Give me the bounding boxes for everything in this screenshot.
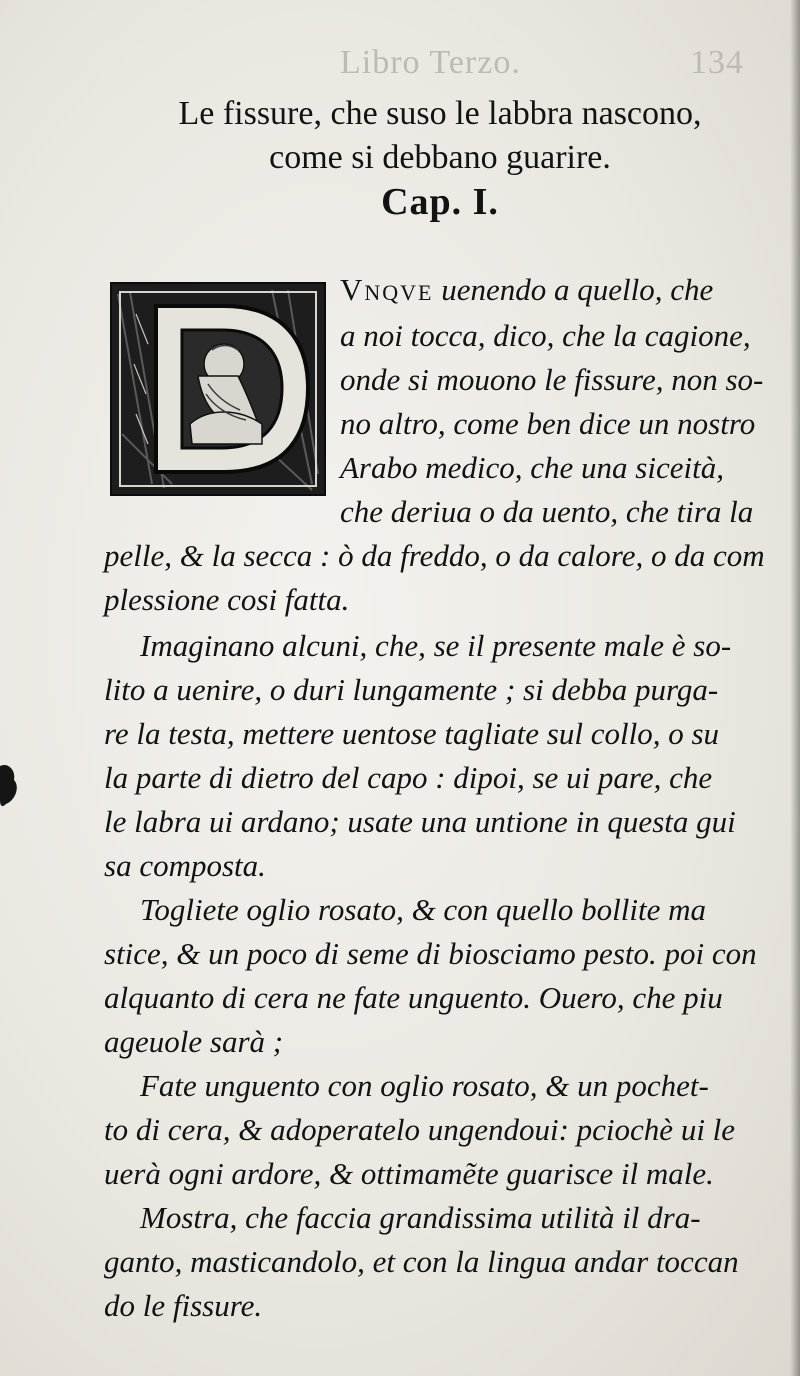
- text-line: to di cera, & adoperatelo ungendoui: pciochè ui le: [104, 1112, 736, 1147]
- text-line: Arabo medico, che una siceità,: [340, 450, 724, 485]
- chapter-title-line-1: Le fissure, che suso le labbra nascono,: [178, 95, 702, 132]
- text-line: stice, & un poco di seme di biosciamo pesto. poi con: [104, 936, 757, 971]
- page-number: 134: [690, 44, 744, 81]
- text-line: Mostra, che faccia grandissima utilità il dra-: [140, 1200, 701, 1235]
- text-line: a noi tocca, dico, che la cagione,: [340, 318, 751, 353]
- text-line: do le fissure.: [104, 1288, 263, 1323]
- chapter-title-line-2: come si debbano guarire.: [269, 139, 611, 176]
- ink-blot: [0, 760, 20, 812]
- text-line: pelle, & la secca : ò da freddo, o da calore, o da com: [104, 538, 765, 573]
- text-line: Imaginano alcuni, che, se il presente male è so-: [140, 628, 732, 663]
- text-line: sa composta.: [104, 848, 266, 883]
- running-header-title: Libro Terzo.: [340, 44, 521, 81]
- first-word-smallcaps: Vnqve: [340, 272, 434, 307]
- chapter-number: Cap. I.: [381, 181, 499, 223]
- text-line: Togliete oglio rosato, & con quello bollite ma: [140, 892, 707, 927]
- text-line: onde si mouono le fissure, non so-: [340, 362, 764, 397]
- text-line: che deriua o da uento, che tira la: [340, 494, 754, 529]
- text-line: ageuole sarà ;: [104, 1024, 284, 1059]
- text-line: Fate unguento con oglio rosato, & un pochet-: [140, 1068, 709, 1103]
- text-line: re la testa, mettere uentose tagliate sul collo, o su: [104, 716, 720, 751]
- text-line: lito a uenire, o duri lungamente ; si debba purga-: [104, 672, 719, 707]
- text-line: le labra ui ardano; usate una untione in questa gui: [104, 804, 736, 839]
- page-edge: [790, 0, 800, 1376]
- text-line: [340, 272, 713, 308]
- first-line-rest: uenendo a quello, che: [433, 272, 714, 307]
- text-line: no altro, come ben dice un nostro: [340, 406, 756, 441]
- text-line: uerà ogni ardore, & ottimamẽte guarisce il male.: [104, 1156, 714, 1191]
- text-line: plessione cosi fatta.: [104, 582, 350, 617]
- text-line: la parte di dietro del capo : dipoi, se ui pare, che: [104, 760, 713, 795]
- text-line: ganto, masticandolo, et con la lingua andar toccan: [104, 1244, 739, 1279]
- text-line: alquanto di cera ne fate unguento. Ouero, che piu: [104, 980, 723, 1015]
